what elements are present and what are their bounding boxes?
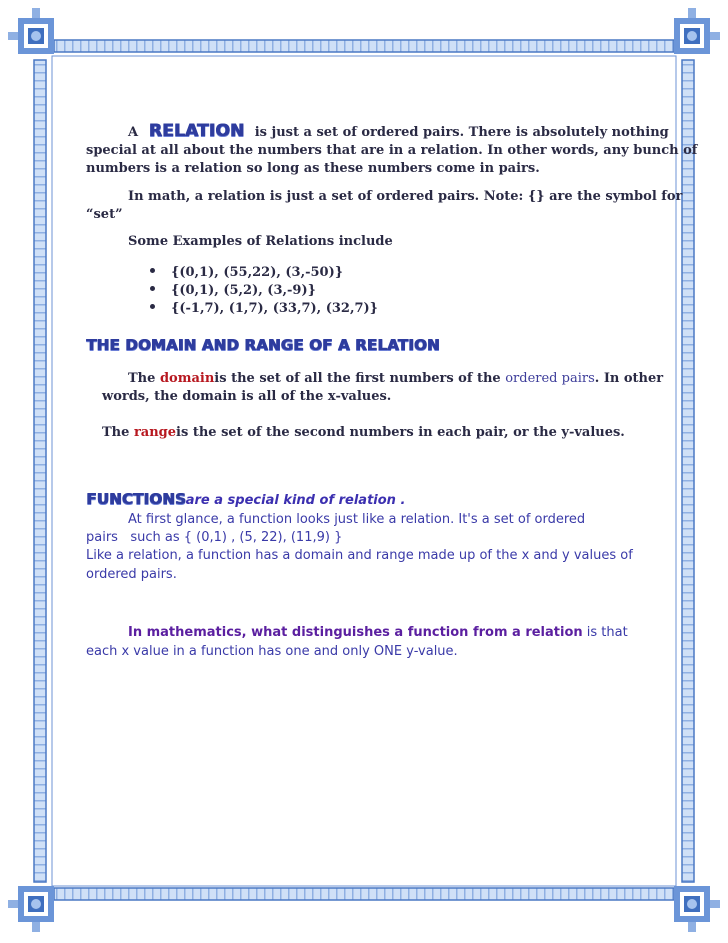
bullet-icon [150,286,155,291]
set-note-line2: “set” [86,207,123,222]
functions-p1-line2: pairs such as { (0,1) , (5, 22), (11,9) } [86,530,343,545]
article-a: A [128,125,139,140]
relation-intro-text: is just a set of ordered pairs. There is absolutely nothing [254,125,669,140]
functions-heading: FUNCTIONS [86,490,186,508]
relation-intro-line3: numbers is a relation so long as these numbers come in pairs. [86,161,540,176]
range-term: range [133,425,177,440]
example-item [150,300,378,318]
example-text: {(0,1), (55,22), (3,-50)} [171,265,344,280]
functions-p1-line1: At first glance, a function looks just like a relation. It's a set of ordered [128,512,586,527]
example-text: {(-1,7), (1,7), (33,7), (32,7)} [171,301,379,316]
functions-heading-tail: are a special kind of relation . [185,493,406,508]
domain-term: domain [159,371,215,386]
relation-intro-line2: special at all about the numbers that are in a relation. In other words, any bunch of [86,143,698,158]
functions-heading-line [86,490,405,510]
functions-p3-line2: each x value in a function has one and only ONE y-value. [86,644,458,659]
example-item [150,264,343,282]
distinguish-phrase: In mathematics, what distinguishes a function from a relation [128,625,583,640]
example-text: {(0,1), (5,2), (3,-9)} [171,283,316,298]
functions-p2-line1: Like a relation, a function has a domain and range made up of the x and y values of [86,548,633,563]
range-definition: The rangeis the set of the second numbers in each pair, or the y-values. [102,425,625,440]
corner-ornament-top-right [674,8,720,54]
ordered-pairs-term: ordered pairs [505,371,595,386]
bullet-icon [150,304,155,309]
corner-ornament-bottom-right [674,886,720,932]
corner-ornament-top-left [8,8,54,54]
relation-keyword: RELATION [148,121,245,141]
examples-intro: Some Examples of Relations include [128,234,393,249]
domain-definition-line2: words, the domain is all of the x-values. [102,389,392,404]
relation-intro-line1 [128,122,669,142]
domain-range-heading: THE DOMAIN AND RANGE OF A RELATION [86,336,440,354]
corner-ornament-bottom-left [8,886,54,932]
domain-definition-line1: The domainis the set of all the first numbers of the ordered pairs. In other [128,371,664,386]
set-note-line1: In math, a relation is just a set of ordered pairs. Note: {} are the symbol for [128,189,683,204]
functions-p2-line2: ordered pairs. [86,567,177,582]
example-item [150,282,316,300]
bullet-icon [150,268,155,273]
functions-p3-line1: In mathematics, what distinguishes a function from a relation is that [128,625,628,640]
